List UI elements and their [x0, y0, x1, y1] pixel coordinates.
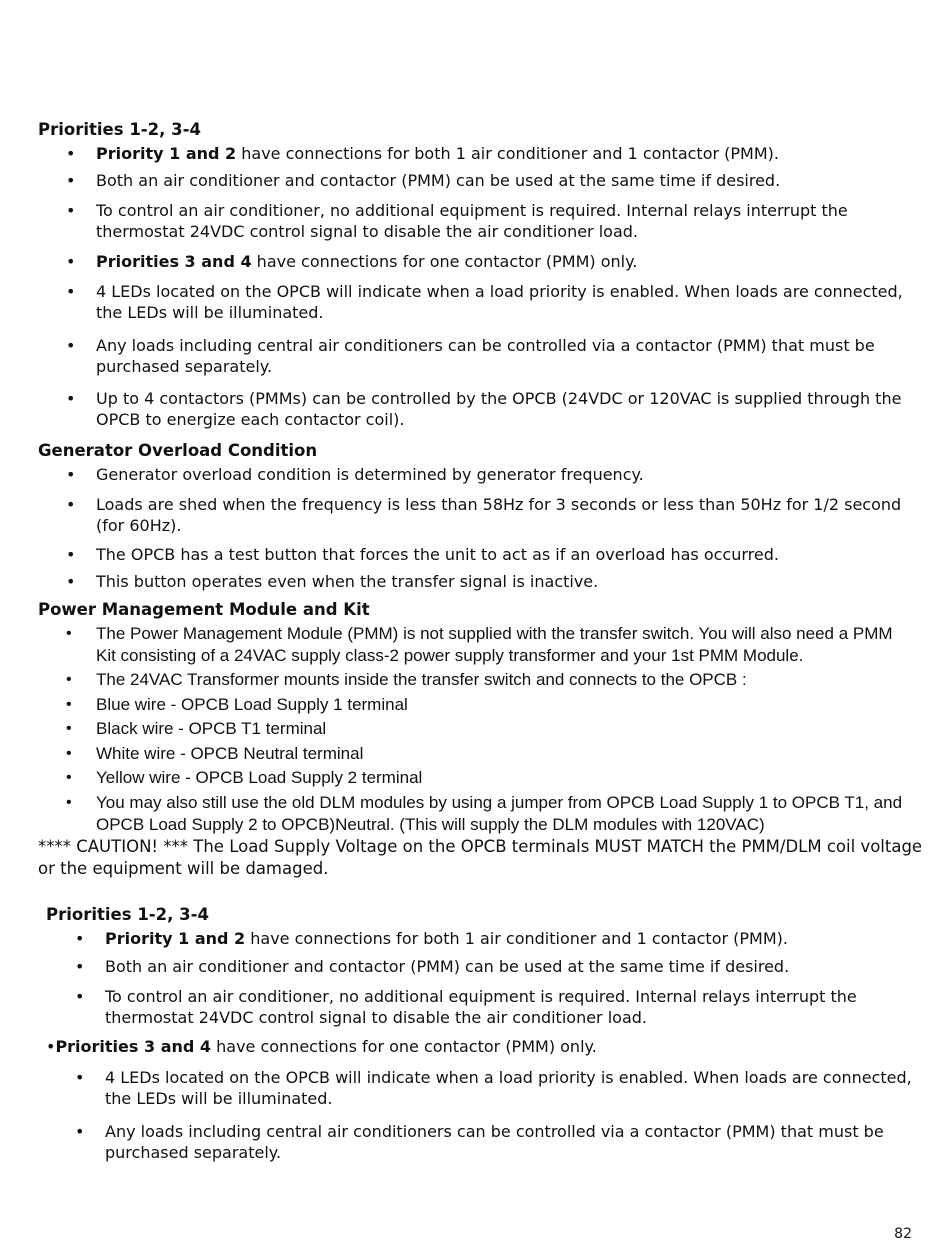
bullet-icon: •: [66, 696, 72, 713]
bullet-icon: •: [75, 929, 85, 948]
list-item: [66, 623, 916, 667]
item-text: 4 LEDs located on the OPCB will indicate when a load priority is enabled. When loads are connected, the LEDs will be illuminated.: [105, 1068, 912, 1108]
bullet-icon: •: [66, 572, 76, 591]
bullet-icon: •: [66, 201, 76, 220]
bullet-icon: •: [66, 745, 72, 762]
item-text: The Power Management Module (PMM) is not supplied with the transfer switch. You will also need a PMM Kit consisting of a 24VAC supply class-2 power supply transformer and your 1st PMM Module.: [96, 624, 893, 665]
section-heading-generator: Generator Overload Condition: [38, 441, 318, 460]
item-text: Loads are shed when the frequency is less than 58Hz for 3 seconds or less than 50Hz for 1/2 second (for 60Hz).: [96, 495, 902, 535]
list-item: [66, 669, 916, 690]
list-item: [66, 494, 916, 536]
bullet-icon: •: [66, 769, 72, 786]
item-text: have connections for both 1 air conditioner and 1 contactor (PMM).: [236, 144, 779, 163]
list-item: [75, 1121, 920, 1163]
list-item: [66, 718, 916, 739]
item-text: Yellow wire - OPCB Load Supply 2 terminal: [96, 768, 423, 787]
item-text: Blue wire - OPCB Load Supply 1 terminal: [96, 695, 408, 714]
list-item: [75, 956, 920, 977]
bold-term: Priorities 3 and 4: [96, 252, 252, 271]
bullet-icon: •: [66, 545, 76, 564]
bullet-icon: •: [75, 957, 85, 976]
list-item: [66, 464, 916, 485]
item-text: To control an air conditioner, no additional equipment is required. Internal relays interrupt the thermostat 24VDC control signal to disable the air conditioner load.: [105, 987, 857, 1027]
item-text: Any loads including central air conditioners can be controlled via a contactor (PMM) that must be purchased separately.: [96, 336, 875, 376]
bullet-icon: •: [66, 625, 72, 642]
section-heading-pmm: Power Management Module and Kit: [38, 600, 370, 619]
bullet-icon: •: [66, 720, 72, 737]
page-number: 82: [894, 1226, 912, 1242]
bullet-icon: •: [66, 336, 76, 355]
list-item: [75, 1067, 925, 1109]
bold-term: Priorities 3 and 4: [55, 1037, 212, 1056]
bullet-icon: •: [75, 987, 85, 1006]
item-text: To control an air conditioner, no additional equipment is required. Internal relays interrupt the thermostat 24VDC control signal to disable the air conditioner load.: [96, 201, 848, 241]
list-item: [66, 281, 926, 323]
item-text: have connections for both 1 air conditioner and 1 contactor (PMM).: [245, 929, 788, 948]
item-text: This button operates even when the transfer signal is inactive.: [96, 572, 599, 591]
bullet-icon: •: [66, 144, 76, 163]
list-item: [66, 767, 916, 788]
list-item: [66, 792, 916, 836]
section-heading-priorities-repeat: Priorities 1-2, 3-4: [46, 905, 209, 924]
bullet-icon: •: [46, 1037, 56, 1056]
item-text: Any loads including central air conditioners can be controlled via a contactor (PMM) that must be purchased separately.: [105, 1122, 884, 1162]
item-text: Black wire - OPCB T1 terminal: [96, 719, 327, 738]
bullet-icon: •: [66, 495, 76, 514]
list-item: [66, 694, 916, 715]
list-item: [66, 571, 916, 592]
item-text: Up to 4 contactors (PMMs) can be controlled by the OPCB (24VDC or 120VAC is supplied through the OPCB to energize each contactor coil).: [96, 389, 902, 429]
bullet-icon: •: [66, 252, 76, 271]
list-item: [66, 143, 916, 164]
bullet-icon: •: [66, 794, 72, 811]
section-heading-priorities: Priorities 1-2, 3-4: [38, 120, 201, 139]
item-text: The 24VAC Transformer mounts inside the transfer switch and connects to the OPCB :: [96, 670, 747, 689]
list-item: [66, 544, 916, 565]
bold-term: Priority 1 and 2: [105, 929, 246, 948]
item-text: White wire - OPCB Neutral terminal: [96, 744, 364, 763]
list-item: [66, 388, 916, 430]
caution-note: **** CAUTION! *** The Load Supply Voltage on the OPCB terminals MUST MATCH the PMM/DLM coil voltage or the equipment will be damaged.: [38, 837, 923, 878]
bullet-icon: •: [75, 1122, 85, 1141]
list-item: [66, 251, 916, 272]
item-text: Both an air conditioner and contactor (PMM) can be used at the same time if desired.: [96, 171, 781, 190]
item-text: 4 LEDs located on the OPCB will indicate when a load priority is enabled. When loads are connected, the LEDs will be illuminated.: [96, 282, 903, 322]
bold-term: Priority 1 and 2: [96, 144, 237, 163]
item-text: The OPCB has a test button that forces the unit to act as if an overload has occurred.: [96, 545, 779, 564]
list-item: [66, 335, 916, 377]
list-item: [75, 928, 920, 949]
list-item: [66, 170, 916, 191]
list-item: [66, 200, 916, 242]
item-text: have connections for one contactor (PMM) only.: [251, 252, 638, 271]
bullet-icon: •: [66, 671, 72, 688]
item-text: You may also still use the old DLM modules by using a jumper from OPCB Load Supply 1 to OPCB T1, and OPCB Load Supply 2 to OPCB)Neutral. (This will supply the DLM modules with 120VAC): [96, 793, 903, 834]
item-text: Generator overload condition is determined by generator frequency.: [96, 465, 644, 484]
list-item: [66, 743, 916, 764]
item-text: have connections for one contactor (PMM) only.: [211, 1037, 597, 1056]
bullet-icon: •: [66, 282, 76, 301]
bullet-icon: •: [66, 171, 76, 190]
item-text: Both an air conditioner and contactor (PMM) can be used at the same time if desired.: [105, 957, 790, 976]
bullet-icon: •: [66, 465, 76, 484]
list-item: [75, 986, 920, 1028]
list-item-inline: [46, 1036, 597, 1057]
bullet-icon: •: [66, 389, 76, 408]
bullet-icon: •: [75, 1068, 85, 1087]
